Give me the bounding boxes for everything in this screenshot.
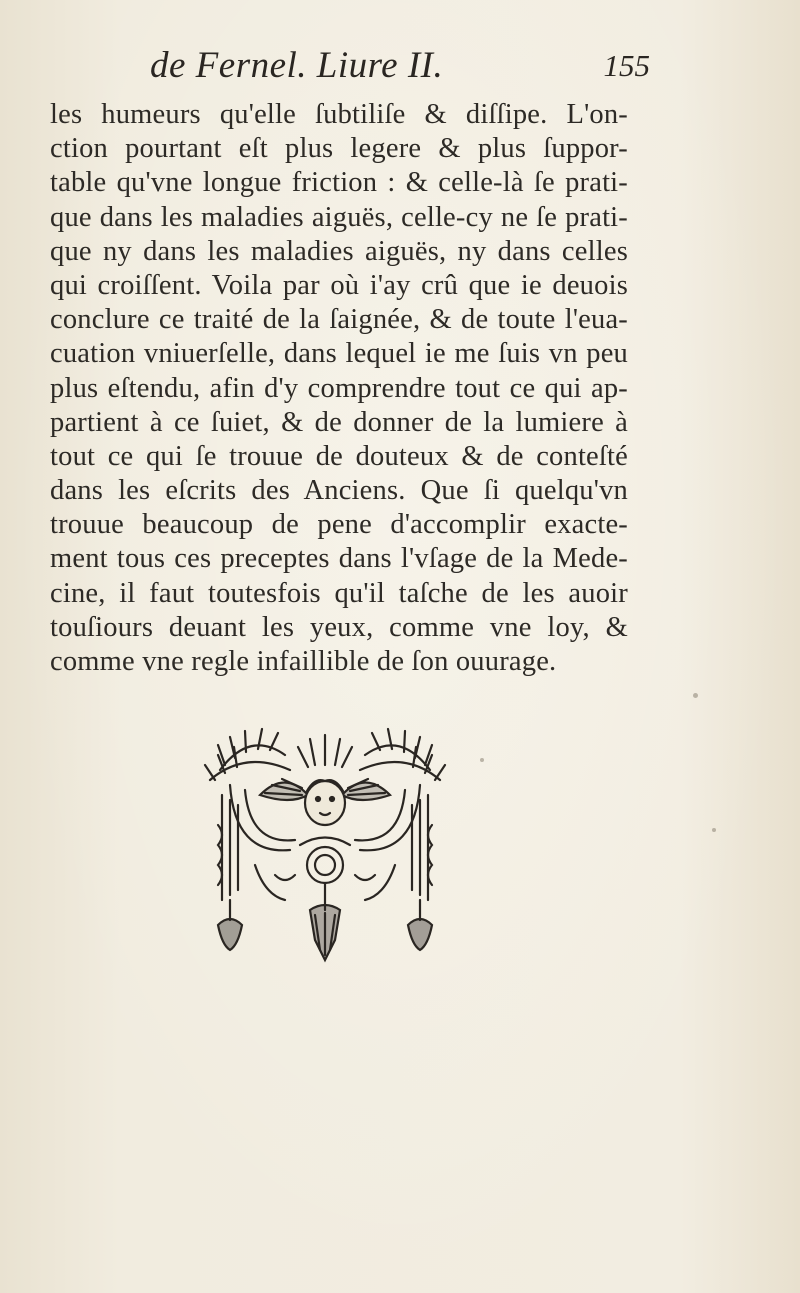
text-line: tout ce qui ſe trouue de douteux & de conteſté xyxy=(50,440,628,472)
page-number: 155 xyxy=(603,48,650,83)
text-line: conclure ce traité de la ſaignée, & de toute l'eua- xyxy=(50,304,628,336)
running-title: de Fernel. Liure II. xyxy=(150,45,444,86)
text-line: partient à ce ſuiet, & de donner de la lumiere à xyxy=(50,406,628,438)
text-line: touſiours deuant les yeux, comme vne loy, & xyxy=(50,611,628,643)
text-line: comme vne regle infaillible de ſon ouurage. xyxy=(50,646,557,677)
text-line: cine, il faut toutesfois qu'il taſche de les auoir xyxy=(50,577,628,609)
body-text xyxy=(50,98,628,679)
cherub-vignette-ornament xyxy=(190,725,460,975)
text-line: ction pourtant eſt plus legere & plus ſuppor- xyxy=(50,133,628,165)
paper-speck xyxy=(480,758,484,762)
text-line: que dans les maladies aiguës, celle-cy ne ſe prati- xyxy=(50,201,628,233)
text-line: plus eſtendu, afin d'y comprendre tout ce qui ap- xyxy=(50,372,628,404)
text-line: dans les eſcrits des Anciens. Que ſi quelqu'vn xyxy=(50,475,628,507)
text-line: cuation vniuerſelle, dans lequel ie me ſuis vn peu xyxy=(50,338,628,370)
text-line: qui croiſſent. Voila par où i'ay crû que ie deuois xyxy=(50,269,628,301)
text-line: trouue beaucoup de pene d'accomplir exacte- xyxy=(50,509,628,541)
paper-speck xyxy=(693,693,698,698)
text-line: ment tous ces preceptes dans l'vſage de la Mede- xyxy=(50,543,628,575)
text-line: que ny dans les maladies aiguës, ny dans celles xyxy=(50,235,628,267)
paper-speck xyxy=(712,828,716,832)
text-line: table qu'vne longue friction : & celle-là ſe prati- xyxy=(50,167,628,199)
text-line: les humeurs qu'elle ſubtiliſe & diſſipe. L'on- xyxy=(50,99,628,130)
page-header xyxy=(150,44,650,94)
